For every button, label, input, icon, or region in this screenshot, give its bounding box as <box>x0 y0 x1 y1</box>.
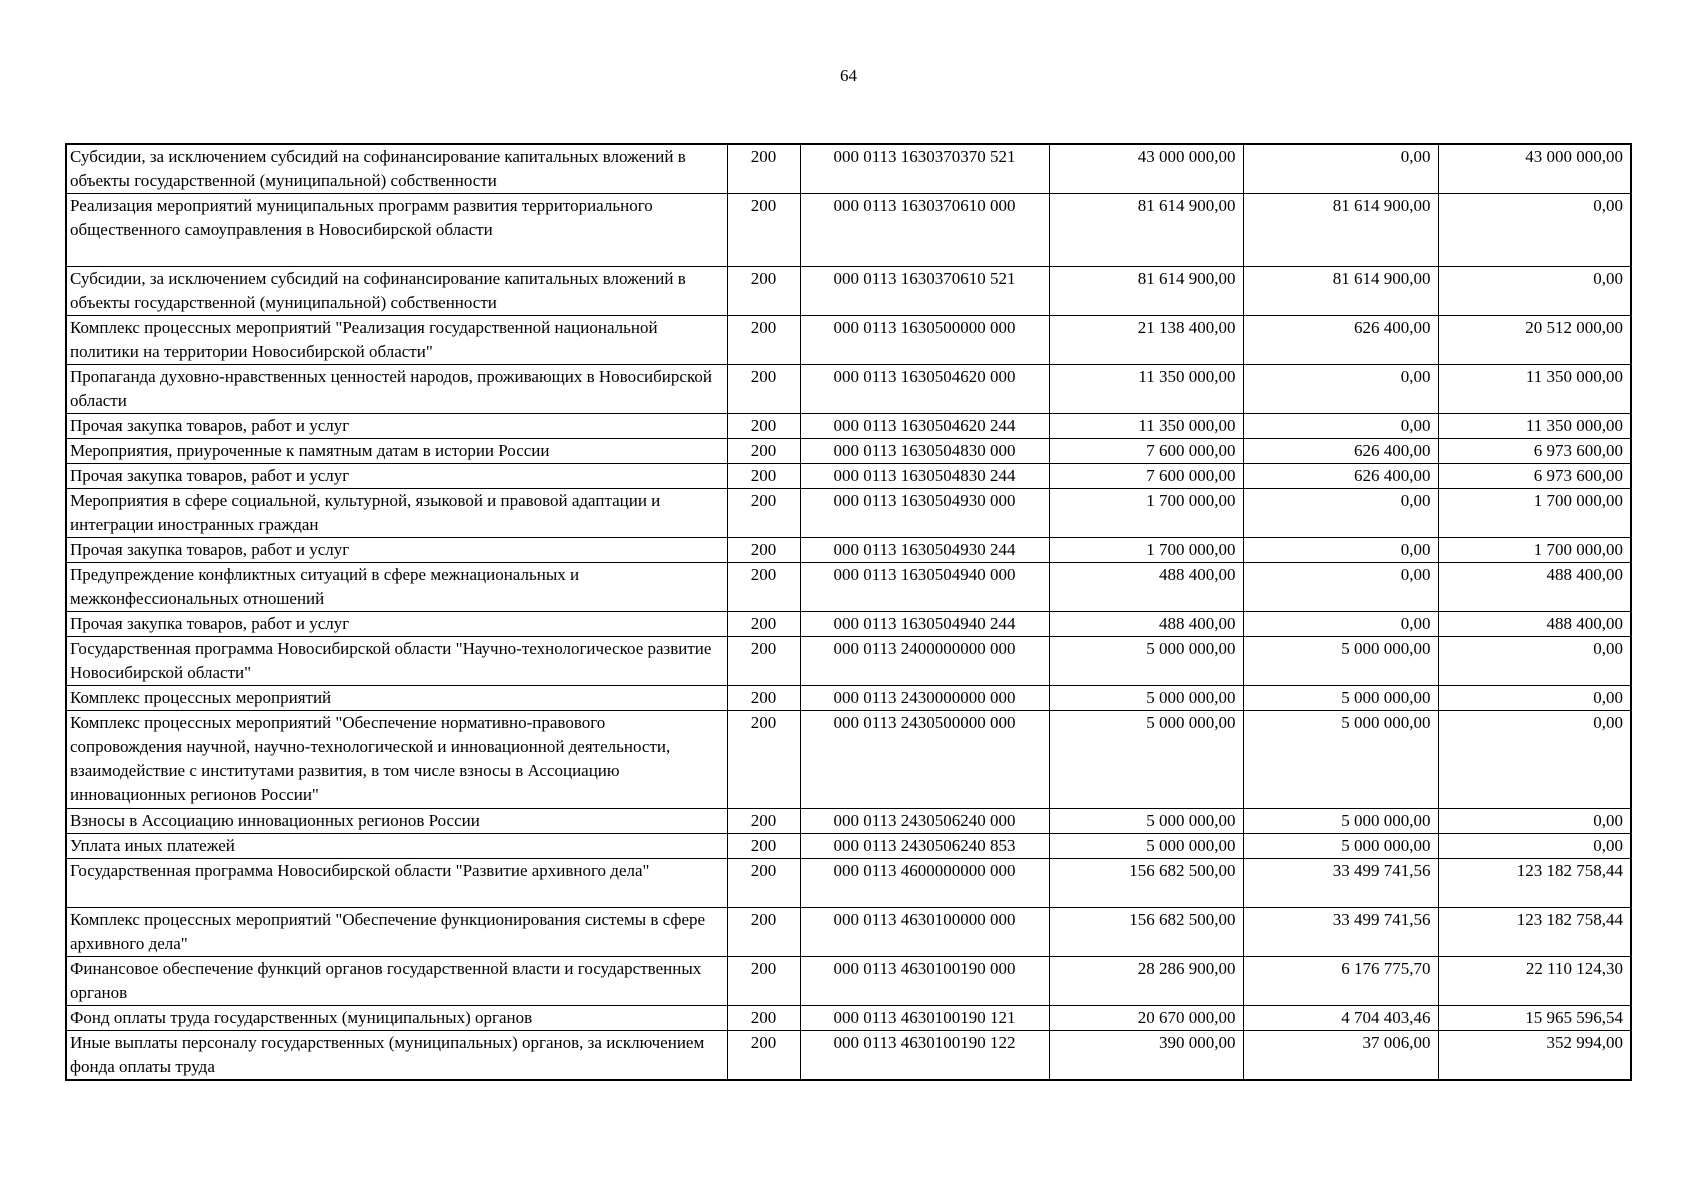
cell-unexecuted-amount: 6 973 600,00 <box>1438 464 1631 489</box>
cell-executed-amount: 5 000 000,00 <box>1243 637 1438 686</box>
cell-executed-amount: 0,00 <box>1243 489 1438 538</box>
cell-line-code: 200 <box>727 464 800 489</box>
cell-approved-amount: 21 138 400,00 <box>1049 316 1243 365</box>
page-number: 64 <box>840 66 857 85</box>
cell-classification-code: 000 0113 1630504830 244 <box>800 464 1049 489</box>
cell-classification-code: 000 0113 4600000000 000 <box>800 859 1049 908</box>
table-row <box>66 563 1631 612</box>
cell-line-code: 200 <box>727 439 800 464</box>
cell-unexecuted-amount: 352 994,00 <box>1438 1031 1631 1081</box>
cell-unexecuted-amount: 0,00 <box>1438 686 1631 711</box>
cell-executed-amount: 0,00 <box>1243 563 1438 612</box>
cell-executed-amount: 5 000 000,00 <box>1243 711 1438 809</box>
cell-classification-code: 000 0113 4630100190 122 <box>800 1031 1049 1081</box>
cell-executed-amount: 81 614 900,00 <box>1243 267 1438 316</box>
cell-executed-amount: 5 000 000,00 <box>1243 834 1438 859</box>
cell-line-code: 200 <box>727 365 800 414</box>
cell-executed-amount: 33 499 741,56 <box>1243 908 1438 957</box>
cell-classification-code: 000 0113 2430000000 000 <box>800 686 1049 711</box>
cell-line-code: 200 <box>727 267 800 316</box>
cell-approved-amount: 81 614 900,00 <box>1049 267 1243 316</box>
cell-classification-code: 000 0113 1630370610 000 <box>800 194 1049 267</box>
cell-line-code: 200 <box>727 637 800 686</box>
cell-name: Предупреждение конфликтных ситуаций в сфере межнациональных и межконфессиональных отношений <box>66 563 727 612</box>
cell-line-code: 200 <box>727 414 800 439</box>
table-row <box>66 612 1631 637</box>
cell-line-code: 200 <box>727 834 800 859</box>
cell-unexecuted-amount: 6 973 600,00 <box>1438 439 1631 464</box>
cell-classification-code: 000 0113 1630504940 244 <box>800 612 1049 637</box>
table-row <box>66 859 1631 908</box>
cell-line-code: 200 <box>727 686 800 711</box>
cell-classification-code: 000 0113 1630500000 000 <box>800 316 1049 365</box>
cell-line-code: 200 <box>727 859 800 908</box>
cell-approved-amount: 156 682 500,00 <box>1049 908 1243 957</box>
table-row <box>66 489 1631 538</box>
cell-name: Прочая закупка товаров, работ и услуг <box>66 464 727 489</box>
cell-name: Финансовое обеспечение функций органов государственной власти и государственных органов <box>66 957 727 1006</box>
cell-executed-amount: 0,00 <box>1243 538 1438 563</box>
table-row <box>66 908 1631 957</box>
cell-approved-amount: 11 350 000,00 <box>1049 365 1243 414</box>
cell-approved-amount: 7 600 000,00 <box>1049 439 1243 464</box>
cell-executed-amount: 0,00 <box>1243 144 1438 194</box>
cell-unexecuted-amount: 11 350 000,00 <box>1438 365 1631 414</box>
cell-name: Иные выплаты персоналу государственных (муниципальных) органов, за исключением фонда оплаты труда <box>66 1031 727 1081</box>
cell-unexecuted-amount: 11 350 000,00 <box>1438 414 1631 439</box>
cell-unexecuted-amount: 0,00 <box>1438 809 1631 834</box>
cell-executed-amount: 0,00 <box>1243 612 1438 637</box>
table-row <box>66 144 1631 194</box>
cell-unexecuted-amount: 123 182 758,44 <box>1438 908 1631 957</box>
cell-unexecuted-amount: 0,00 <box>1438 711 1631 809</box>
cell-approved-amount: 1 700 000,00 <box>1049 538 1243 563</box>
cell-approved-amount: 28 286 900,00 <box>1049 957 1243 1006</box>
cell-line-code: 200 <box>727 489 800 538</box>
cell-classification-code: 000 0113 4630100000 000 <box>800 908 1049 957</box>
table-row <box>66 686 1631 711</box>
cell-unexecuted-amount: 1 700 000,00 <box>1438 538 1631 563</box>
cell-approved-amount: 1 700 000,00 <box>1049 489 1243 538</box>
table-row <box>66 1031 1631 1081</box>
cell-classification-code: 000 0113 4630100190 000 <box>800 957 1049 1006</box>
cell-name: Комплекс процессных мероприятий "Реализация государственной национальной политики на территории Новосибирской области" <box>66 316 727 365</box>
cell-line-code: 200 <box>727 316 800 365</box>
table-row <box>66 809 1631 834</box>
cell-unexecuted-amount: 123 182 758,44 <box>1438 859 1631 908</box>
cell-approved-amount: 488 400,00 <box>1049 612 1243 637</box>
cell-executed-amount: 626 400,00 <box>1243 464 1438 489</box>
cell-name: Прочая закупка товаров, работ и услуг <box>66 414 727 439</box>
cell-classification-code: 000 0113 2430506240 000 <box>800 809 1049 834</box>
cell-line-code: 200 <box>727 538 800 563</box>
table-row <box>66 834 1631 859</box>
cell-approved-amount: 5 000 000,00 <box>1049 809 1243 834</box>
cell-unexecuted-amount: 20 512 000,00 <box>1438 316 1631 365</box>
table-row <box>66 637 1631 686</box>
cell-classification-code: 000 0113 2430506240 853 <box>800 834 1049 859</box>
table-row <box>66 194 1631 267</box>
table-row <box>66 464 1631 489</box>
table-row <box>66 316 1631 365</box>
budget-table <box>65 143 1632 1081</box>
cell-classification-code: 000 0113 1630504930 244 <box>800 538 1049 563</box>
cell-line-code: 200 <box>727 1031 800 1081</box>
table-row <box>66 267 1631 316</box>
cell-executed-amount: 626 400,00 <box>1243 439 1438 464</box>
cell-name: Субсидии, за исключением субсидий на софинансирование капитальных вложений в объекты государственной (муниципальной) собственности <box>66 267 727 316</box>
cell-name: Комплекс процессных мероприятий <box>66 686 727 711</box>
cell-approved-amount: 156 682 500,00 <box>1049 859 1243 908</box>
cell-classification-code: 000 0113 4630100190 121 <box>800 1006 1049 1031</box>
cell-executed-amount: 0,00 <box>1243 414 1438 439</box>
cell-line-code: 200 <box>727 144 800 194</box>
cell-name: Прочая закупка товаров, работ и услуг <box>66 612 727 637</box>
cell-approved-amount: 43 000 000,00 <box>1049 144 1243 194</box>
cell-classification-code: 000 0113 1630370370 521 <box>800 144 1049 194</box>
cell-executed-amount: 0,00 <box>1243 365 1438 414</box>
cell-classification-code: 000 0113 1630504830 000 <box>800 439 1049 464</box>
cell-line-code: 200 <box>727 563 800 612</box>
cell-name: Государственная программа Новосибирской области "Развитие архивного дела" <box>66 859 727 908</box>
cell-unexecuted-amount: 488 400,00 <box>1438 612 1631 637</box>
cell-line-code: 200 <box>727 1006 800 1031</box>
table-row <box>66 957 1631 1006</box>
cell-name: Уплата иных платежей <box>66 834 727 859</box>
cell-executed-amount: 81 614 900,00 <box>1243 194 1438 267</box>
cell-approved-amount: 5 000 000,00 <box>1049 834 1243 859</box>
cell-classification-code: 000 0113 1630504940 000 <box>800 563 1049 612</box>
table-row <box>66 414 1631 439</box>
table-row <box>66 439 1631 464</box>
table-row <box>66 1006 1631 1031</box>
budget-table-body <box>66 144 1631 1080</box>
cell-name: Мероприятия в сфере социальной, культурной, языковой и правовой адаптации и интеграции иностранных граждан <box>66 489 727 538</box>
cell-approved-amount: 7 600 000,00 <box>1049 464 1243 489</box>
cell-unexecuted-amount: 488 400,00 <box>1438 563 1631 612</box>
cell-name: Фонд оплаты труда государственных (муниципальных) органов <box>66 1006 727 1031</box>
cell-approved-amount: 5 000 000,00 <box>1049 711 1243 809</box>
cell-unexecuted-amount: 0,00 <box>1438 194 1631 267</box>
cell-unexecuted-amount: 43 000 000,00 <box>1438 144 1631 194</box>
cell-line-code: 200 <box>727 809 800 834</box>
cell-unexecuted-amount: 0,00 <box>1438 267 1631 316</box>
cell-name: Мероприятия, приуроченные к памятным датам в истории России <box>66 439 727 464</box>
cell-line-code: 200 <box>727 711 800 809</box>
cell-classification-code: 000 0113 1630504620 244 <box>800 414 1049 439</box>
cell-approved-amount: 390 000,00 <box>1049 1031 1243 1081</box>
cell-executed-amount: 6 176 775,70 <box>1243 957 1438 1006</box>
cell-unexecuted-amount: 0,00 <box>1438 637 1631 686</box>
cell-unexecuted-amount: 1 700 000,00 <box>1438 489 1631 538</box>
cell-executed-amount: 5 000 000,00 <box>1243 809 1438 834</box>
table-row <box>66 711 1631 809</box>
cell-classification-code: 000 0113 1630370610 521 <box>800 267 1049 316</box>
cell-unexecuted-amount: 0,00 <box>1438 834 1631 859</box>
cell-name: Государственная программа Новосибирской области "Научно-технологическое развитие Новосибирской области" <box>66 637 727 686</box>
cell-classification-code: 000 0113 2430500000 000 <box>800 711 1049 809</box>
cell-executed-amount: 5 000 000,00 <box>1243 686 1438 711</box>
cell-name: Комплекс процессных мероприятий "Обеспечение функционирования системы в сфере архивного дела" <box>66 908 727 957</box>
cell-name: Прочая закупка товаров, работ и услуг <box>66 538 727 563</box>
cell-approved-amount: 488 400,00 <box>1049 563 1243 612</box>
cell-unexecuted-amount: 15 965 596,54 <box>1438 1006 1631 1031</box>
cell-name: Взносы в Ассоциацию инновационных регионов России <box>66 809 727 834</box>
cell-approved-amount: 20 670 000,00 <box>1049 1006 1243 1031</box>
cell-line-code: 200 <box>727 957 800 1006</box>
cell-executed-amount: 626 400,00 <box>1243 316 1438 365</box>
cell-executed-amount: 4 704 403,46 <box>1243 1006 1438 1031</box>
cell-executed-amount: 33 499 741,56 <box>1243 859 1438 908</box>
table-row <box>66 538 1631 563</box>
cell-approved-amount: 11 350 000,00 <box>1049 414 1243 439</box>
cell-line-code: 200 <box>727 908 800 957</box>
cell-unexecuted-amount: 22 110 124,30 <box>1438 957 1631 1006</box>
cell-line-code: 200 <box>727 194 800 267</box>
cell-classification-code: 000 0113 1630504930 000 <box>800 489 1049 538</box>
cell-line-code: 200 <box>727 612 800 637</box>
table-row <box>66 365 1631 414</box>
cell-approved-amount: 81 614 900,00 <box>1049 194 1243 267</box>
cell-classification-code: 000 0113 2400000000 000 <box>800 637 1049 686</box>
cell-name: Пропаганда духовно-нравственных ценностей народов, проживающих в Новосибирской области <box>66 365 727 414</box>
cell-classification-code: 000 0113 1630504620 000 <box>800 365 1049 414</box>
cell-approved-amount: 5 000 000,00 <box>1049 686 1243 711</box>
cell-name: Реализация мероприятий муниципальных программ развития территориального общественного самоуправления в Новосибирской области <box>66 194 727 267</box>
cell-approved-amount: 5 000 000,00 <box>1049 637 1243 686</box>
cell-executed-amount: 37 006,00 <box>1243 1031 1438 1081</box>
cell-name: Комплекс процессных мероприятий "Обеспечение нормативно-правового сопровождения научной, научно-технологической и инновационной деятельности, взаимодействие с институтами развития, в том числе взносы в Ассоциацию инновационных регионов России" <box>66 711 727 809</box>
cell-name: Субсидии, за исключением субсидий на софинансирование капитальных вложений в объекты государственной (муниципальной) собственности <box>66 144 727 194</box>
